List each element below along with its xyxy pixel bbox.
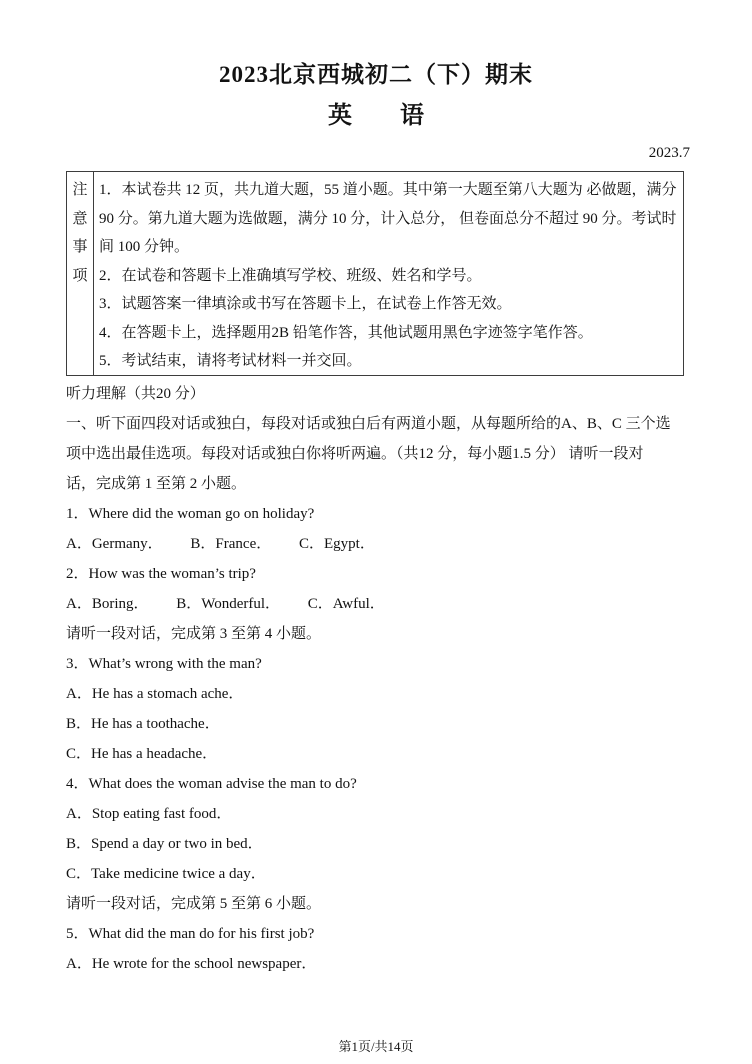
notice-line-2: 90 分。第九道大题为选做题，满分 10 分，计入总分， 但卷面总分不超过 90 分。考试时 xyxy=(99,210,677,227)
question-4-option-a: A．Stop eating fast food． xyxy=(66,806,232,822)
prompt-questions-3-4: 请听一段对话，完成第 3 至第 4 小题。 xyxy=(66,626,322,642)
question-1-option-a: A．Germany． xyxy=(66,536,163,552)
notice-label-char-4: 项 xyxy=(72,267,88,284)
question-4-option-c: C．Take medicine twice a day． xyxy=(66,866,266,882)
notice-line-4: 2．在试卷和答题卡上准确填写学校、班级、姓名和学号。 xyxy=(99,267,482,284)
notice-label-char-3: 事 xyxy=(72,239,88,255)
question-3-text: 3．What’s wrong with the man? xyxy=(66,656,262,672)
part1-instruction-line-2: 项中选出最佳选项。每段对话或独白你将听两遍。（共12 分，每小题1.5 分） 请听一段对 xyxy=(66,446,644,462)
notice-line-1: 1．本试卷共 12 页，共九道大题，55 道小题。其中第一大题至第八大题为 必做题，满分 xyxy=(99,182,677,198)
section-title-listening: 听力理解（共20 分） xyxy=(66,386,205,402)
subject-title: 英 语 xyxy=(328,103,424,129)
question-4-option-b: B．Spend a day or two in bed． xyxy=(66,836,263,852)
notice-label-column xyxy=(67,172,94,375)
prompt-questions-5-6: 请听一段对话，完成第 5 至第 6 小题。 xyxy=(66,896,322,912)
question-2-options xyxy=(66,589,688,619)
question-5-text: 5．What did the man do for his first job? xyxy=(66,926,315,942)
question-3-option-a: A．He has a stomach ache． xyxy=(66,686,244,702)
question-2-option-a: A．Boring． xyxy=(66,596,149,612)
question-3-option-b: B．He has a toothache． xyxy=(66,716,220,732)
question-5-option-a: A．He wrote for the school newspaper． xyxy=(66,956,317,972)
exam-body xyxy=(66,379,688,979)
exam-date: 2023.7 xyxy=(648,145,690,161)
question-2-option-b: B．Wonderful． xyxy=(176,596,281,612)
notice-items xyxy=(94,172,683,375)
notice-line-3: 间 100 分钟。 xyxy=(99,239,190,255)
notice-line-7: 5．考试结束，请将考试材料一并交回。 xyxy=(99,353,362,369)
notice-label-char-2: 意 xyxy=(72,210,88,227)
part1-instruction-line-3: 话，完成第 1 至第 2 小题。 xyxy=(66,476,247,492)
part1-instruction-line-1: 一、听下面四段对话或独白，每段对话或独白后有两道小题，从每题所给的A、B、C 三个选 xyxy=(66,416,671,432)
question-1-option-b: B．France． xyxy=(190,536,272,552)
question-2-option-c: C．Awful． xyxy=(307,596,385,612)
question-4-text: 4．What does the woman advise the man to do? xyxy=(66,776,357,792)
page-title: 2023北京西城初二（下）期末 xyxy=(219,62,533,87)
question-1-options xyxy=(66,529,688,559)
notice-label-char-1: 注 xyxy=(72,182,88,198)
question-2-text: 2．How was the woman’s trip? xyxy=(66,566,256,582)
notice-line-6: 4．在答题卡上，选择题用2B 铅笔作答，其他试题用黑色字迹签字笔作答。 xyxy=(99,324,593,341)
question-1-text: 1．Where did the woman go on holiday? xyxy=(66,506,315,522)
page-footer: 第1页/共14页 xyxy=(338,1039,414,1054)
notice-line-5: 3．试题答案一律填涂或书写在答题卡上，在试卷上作答无效。 xyxy=(99,296,512,312)
question-1-option-c: C．Egypt． xyxy=(298,536,375,552)
question-3-option-c: C．He has a headache． xyxy=(66,746,218,762)
notice-box xyxy=(66,171,684,376)
